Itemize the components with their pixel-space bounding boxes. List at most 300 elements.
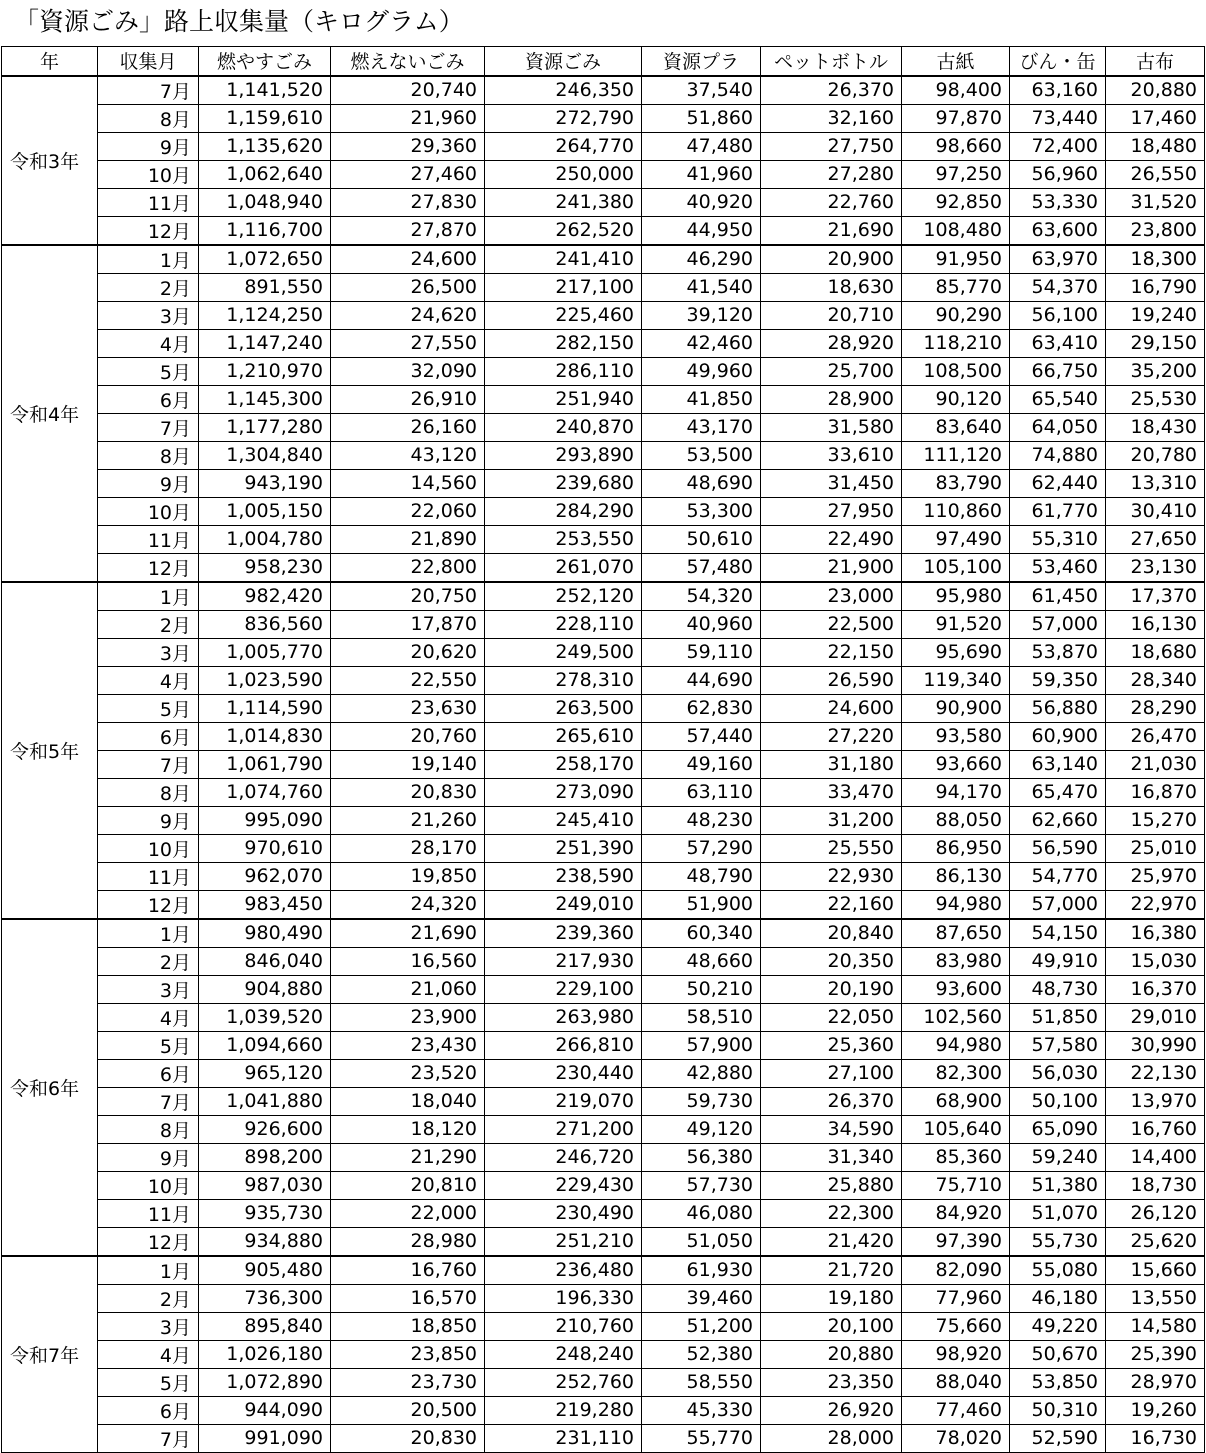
value-cell: 62,660 (1010, 806, 1106, 834)
value-cell: 1,210,970 (199, 357, 331, 385)
table-row (2, 1256, 1205, 1285)
value-cell: 23,850 (331, 1340, 485, 1368)
table-row (2, 441, 1205, 469)
month-cell: 9月 (98, 132, 199, 160)
table-row (2, 216, 1205, 245)
month-cell: 3月 (98, 301, 199, 329)
value-cell: 63,410 (1010, 329, 1106, 357)
value-cell: 31,340 (761, 1143, 902, 1171)
month-cell: 3月 (98, 975, 199, 1003)
value-cell: 284,290 (485, 497, 642, 525)
value-cell: 53,870 (1010, 638, 1106, 666)
value-cell: 62,440 (1010, 469, 1106, 497)
value-cell: 26,550 (1106, 160, 1205, 188)
value-cell: 51,070 (1010, 1199, 1106, 1227)
value-cell: 54,370 (1010, 273, 1106, 301)
collection-table (1, 46, 1205, 1453)
month-cell: 12月 (98, 553, 199, 582)
value-cell: 16,790 (1106, 273, 1205, 301)
table-row (2, 1199, 1205, 1227)
value-cell: 27,100 (761, 1059, 902, 1087)
year-cell: 令和6年 (2, 919, 98, 1256)
value-cell: 265,610 (485, 722, 642, 750)
value-cell: 23,630 (331, 694, 485, 722)
value-cell: 56,030 (1010, 1059, 1106, 1087)
value-cell: 904,880 (199, 975, 331, 1003)
value-cell: 13,310 (1106, 469, 1205, 497)
value-cell: 20,350 (761, 947, 902, 975)
value-cell: 19,260 (1106, 1396, 1205, 1424)
value-cell: 22,500 (761, 610, 902, 638)
value-cell: 20,620 (331, 638, 485, 666)
value-cell: 19,240 (1106, 301, 1205, 329)
value-cell: 217,930 (485, 947, 642, 975)
value-cell: 45,330 (642, 1396, 761, 1424)
value-cell: 64,050 (1010, 413, 1106, 441)
value-cell: 18,730 (1106, 1171, 1205, 1199)
value-cell: 51,050 (642, 1227, 761, 1256)
value-cell: 94,980 (902, 890, 1010, 919)
value-cell: 241,410 (485, 245, 642, 274)
value-cell: 965,120 (199, 1059, 331, 1087)
value-cell: 23,130 (1106, 553, 1205, 582)
value-cell: 23,430 (331, 1031, 485, 1059)
value-cell: 62,830 (642, 694, 761, 722)
value-cell: 25,530 (1106, 385, 1205, 413)
month-cell: 5月 (98, 1368, 199, 1396)
value-cell: 20,840 (761, 919, 902, 948)
value-cell: 251,940 (485, 385, 642, 413)
value-cell: 56,960 (1010, 160, 1106, 188)
value-cell: 40,960 (642, 610, 761, 638)
value-cell: 18,850 (331, 1312, 485, 1340)
value-cell: 25,700 (761, 357, 902, 385)
value-cell: 33,610 (761, 441, 902, 469)
value-cell: 286,110 (485, 357, 642, 385)
value-cell: 21,890 (331, 525, 485, 553)
value-cell: 97,490 (902, 525, 1010, 553)
value-cell: 1,141,520 (199, 76, 331, 105)
value-cell: 26,590 (761, 666, 902, 694)
value-cell: 252,120 (485, 582, 642, 611)
value-cell: 31,200 (761, 806, 902, 834)
value-cell: 26,160 (331, 413, 485, 441)
value-cell: 88,040 (902, 1368, 1010, 1396)
value-cell: 98,660 (902, 132, 1010, 160)
value-cell: 74,880 (1010, 441, 1106, 469)
value-cell: 37,540 (642, 76, 761, 105)
value-cell: 28,920 (761, 329, 902, 357)
value-cell: 55,730 (1010, 1227, 1106, 1256)
value-cell: 32,160 (761, 104, 902, 132)
value-cell: 55,080 (1010, 1256, 1106, 1285)
value-cell: 264,770 (485, 132, 642, 160)
table-row (2, 694, 1205, 722)
value-cell: 44,690 (642, 666, 761, 694)
value-cell: 52,590 (1010, 1424, 1106, 1452)
table-row (2, 357, 1205, 385)
value-cell: 1,116,700 (199, 216, 331, 245)
value-cell: 47,480 (642, 132, 761, 160)
value-cell: 228,110 (485, 610, 642, 638)
value-cell: 28,170 (331, 834, 485, 862)
table-row (2, 385, 1205, 413)
value-cell: 54,770 (1010, 862, 1106, 890)
value-cell: 1,041,880 (199, 1087, 331, 1115)
header-cell-year: 年 (2, 47, 98, 76)
table-row (2, 834, 1205, 862)
value-cell: 49,220 (1010, 1312, 1106, 1340)
value-cell: 41,850 (642, 385, 761, 413)
value-cell: 21,690 (761, 216, 902, 245)
value-cell: 25,620 (1106, 1227, 1205, 1256)
value-cell: 52,380 (642, 1340, 761, 1368)
value-cell: 236,480 (485, 1256, 642, 1285)
value-cell: 97,870 (902, 104, 1010, 132)
value-cell: 41,960 (642, 160, 761, 188)
value-cell: 61,450 (1010, 582, 1106, 611)
table-row (2, 1115, 1205, 1143)
month-cell: 2月 (98, 273, 199, 301)
value-cell: 26,470 (1106, 722, 1205, 750)
table-row (2, 1340, 1205, 1368)
value-cell: 51,860 (642, 104, 761, 132)
table-body (2, 76, 1205, 1453)
value-cell: 25,390 (1106, 1340, 1205, 1368)
value-cell: 57,900 (642, 1031, 761, 1059)
month-cell: 7月 (98, 750, 199, 778)
value-cell: 21,260 (331, 806, 485, 834)
value-cell: 22,160 (761, 890, 902, 919)
value-cell: 28,980 (331, 1227, 485, 1256)
value-cell: 83,790 (902, 469, 1010, 497)
page-title: 「資源ごみ」路上収集量（キログラム） (14, 7, 464, 36)
value-cell: 962,070 (199, 862, 331, 890)
value-cell: 272,790 (485, 104, 642, 132)
value-cell: 46,180 (1010, 1284, 1106, 1312)
value-cell: 282,150 (485, 329, 642, 357)
value-cell: 40,920 (642, 188, 761, 216)
value-cell: 273,090 (485, 778, 642, 806)
value-cell: 56,380 (642, 1143, 761, 1171)
value-cell: 263,980 (485, 1003, 642, 1031)
value-cell: 16,560 (331, 947, 485, 975)
month-cell: 5月 (98, 1031, 199, 1059)
value-cell: 20,100 (761, 1312, 902, 1340)
value-cell: 245,410 (485, 806, 642, 834)
value-cell: 86,130 (902, 862, 1010, 890)
value-cell: 18,300 (1106, 245, 1205, 274)
year-cell: 令和5年 (2, 582, 98, 919)
value-cell: 29,150 (1106, 329, 1205, 357)
value-cell: 27,550 (331, 329, 485, 357)
value-cell: 108,500 (902, 357, 1010, 385)
value-cell: 14,560 (331, 469, 485, 497)
value-cell: 17,460 (1106, 104, 1205, 132)
value-cell: 17,370 (1106, 582, 1205, 611)
table-row (2, 245, 1205, 274)
value-cell: 44,950 (642, 216, 761, 245)
value-cell: 23,520 (331, 1059, 485, 1087)
header-cell-paper: 古紙 (902, 47, 1010, 76)
table-row (2, 582, 1205, 611)
month-cell: 11月 (98, 188, 199, 216)
table-row (2, 273, 1205, 301)
value-cell: 33,470 (761, 778, 902, 806)
month-cell: 10月 (98, 497, 199, 525)
value-cell: 219,070 (485, 1087, 642, 1115)
value-cell: 25,970 (1106, 862, 1205, 890)
month-cell: 3月 (98, 1312, 199, 1340)
year-cell: 令和3年 (2, 76, 98, 245)
value-cell: 1,004,780 (199, 525, 331, 553)
value-cell: 20,740 (331, 76, 485, 105)
value-cell: 56,880 (1010, 694, 1106, 722)
value-cell: 20,710 (761, 301, 902, 329)
value-cell: 27,280 (761, 160, 902, 188)
month-cell: 2月 (98, 947, 199, 975)
month-cell: 1月 (98, 245, 199, 274)
value-cell: 53,330 (1010, 188, 1106, 216)
value-cell: 31,450 (761, 469, 902, 497)
month-cell: 2月 (98, 1284, 199, 1312)
value-cell: 97,250 (902, 160, 1010, 188)
table-row (2, 469, 1205, 497)
month-cell: 4月 (98, 1003, 199, 1031)
table-row (2, 188, 1205, 216)
value-cell: 102,560 (902, 1003, 1010, 1031)
table-row (2, 301, 1205, 329)
value-cell: 1,177,280 (199, 413, 331, 441)
table-row (2, 666, 1205, 694)
value-cell: 83,980 (902, 947, 1010, 975)
value-cell: 22,060 (331, 497, 485, 525)
value-cell: 85,770 (902, 273, 1010, 301)
value-cell: 1,048,940 (199, 188, 331, 216)
value-cell: 19,180 (761, 1284, 902, 1312)
value-cell: 58,510 (642, 1003, 761, 1031)
month-cell: 9月 (98, 806, 199, 834)
table-row (2, 610, 1205, 638)
month-cell: 11月 (98, 1199, 199, 1227)
value-cell: 17,870 (331, 610, 485, 638)
value-cell: 29,010 (1106, 1003, 1205, 1031)
value-cell: 25,010 (1106, 834, 1205, 862)
value-cell: 1,159,610 (199, 104, 331, 132)
value-cell: 26,920 (761, 1396, 902, 1424)
value-cell: 22,930 (761, 862, 902, 890)
value-cell: 57,000 (1010, 610, 1106, 638)
table-row (2, 1227, 1205, 1256)
value-cell: 13,550 (1106, 1284, 1205, 1312)
month-cell: 4月 (98, 1340, 199, 1368)
value-cell: 22,050 (761, 1003, 902, 1031)
value-cell: 895,840 (199, 1312, 331, 1340)
value-cell: 31,520 (1106, 188, 1205, 216)
month-cell: 9月 (98, 469, 199, 497)
value-cell: 24,600 (331, 245, 485, 274)
value-cell: 253,550 (485, 525, 642, 553)
value-cell: 51,900 (642, 890, 761, 919)
value-cell: 16,370 (1106, 975, 1205, 1003)
value-cell: 20,900 (761, 245, 902, 274)
value-cell: 19,850 (331, 862, 485, 890)
value-cell: 13,970 (1106, 1087, 1205, 1115)
month-cell: 4月 (98, 666, 199, 694)
table-row (2, 104, 1205, 132)
value-cell: 891,550 (199, 273, 331, 301)
value-cell: 65,090 (1010, 1115, 1106, 1143)
value-cell: 18,630 (761, 273, 902, 301)
value-cell: 51,200 (642, 1312, 761, 1340)
table-row (2, 497, 1205, 525)
value-cell: 48,660 (642, 947, 761, 975)
table-row (2, 638, 1205, 666)
value-cell: 1,005,150 (199, 497, 331, 525)
value-cell: 60,340 (642, 919, 761, 948)
table-row (2, 132, 1205, 160)
value-cell: 983,450 (199, 890, 331, 919)
table-row (2, 975, 1205, 1003)
value-cell: 15,030 (1106, 947, 1205, 975)
value-cell: 934,880 (199, 1227, 331, 1256)
value-cell: 91,950 (902, 245, 1010, 274)
value-cell: 87,650 (902, 919, 1010, 948)
value-cell: 119,340 (902, 666, 1010, 694)
value-cell: 19,140 (331, 750, 485, 778)
value-cell: 82,090 (902, 1256, 1010, 1285)
value-cell: 1,023,590 (199, 666, 331, 694)
value-cell: 29,360 (331, 132, 485, 160)
value-cell: 63,600 (1010, 216, 1106, 245)
value-cell: 241,380 (485, 188, 642, 216)
value-cell: 110,860 (902, 497, 1010, 525)
value-cell: 231,110 (485, 1424, 642, 1452)
table-row (2, 1171, 1205, 1199)
value-cell: 251,390 (485, 834, 642, 862)
value-cell: 230,490 (485, 1199, 642, 1227)
value-cell: 111,120 (902, 441, 1010, 469)
value-cell: 83,640 (902, 413, 1010, 441)
value-cell: 22,130 (1106, 1059, 1205, 1087)
value-cell: 16,570 (331, 1284, 485, 1312)
value-cell: 238,590 (485, 862, 642, 890)
value-cell: 57,440 (642, 722, 761, 750)
month-cell: 10月 (98, 1171, 199, 1199)
value-cell: 65,470 (1010, 778, 1106, 806)
month-cell: 10月 (98, 834, 199, 862)
value-cell: 92,850 (902, 188, 1010, 216)
table-row (2, 1368, 1205, 1396)
value-cell: 293,890 (485, 441, 642, 469)
value-cell: 50,310 (1010, 1396, 1106, 1424)
value-cell: 26,910 (331, 385, 485, 413)
value-cell: 229,100 (485, 975, 642, 1003)
value-cell: 246,350 (485, 76, 642, 105)
value-cell: 63,140 (1010, 750, 1106, 778)
value-cell: 65,540 (1010, 385, 1106, 413)
value-cell: 46,080 (642, 1199, 761, 1227)
value-cell: 249,010 (485, 890, 642, 919)
value-cell: 49,960 (642, 357, 761, 385)
value-cell: 21,030 (1106, 750, 1205, 778)
value-cell: 50,210 (642, 975, 761, 1003)
month-cell: 5月 (98, 357, 199, 385)
value-cell: 22,300 (761, 1199, 902, 1227)
value-cell: 20,190 (761, 975, 902, 1003)
value-cell: 225,460 (485, 301, 642, 329)
value-cell: 50,100 (1010, 1087, 1106, 1115)
month-cell: 6月 (98, 1059, 199, 1087)
value-cell: 54,320 (642, 582, 761, 611)
value-cell: 48,230 (642, 806, 761, 834)
value-cell: 1,114,590 (199, 694, 331, 722)
value-cell: 53,500 (642, 441, 761, 469)
value-cell: 57,480 (642, 553, 761, 582)
table-row (2, 1312, 1205, 1340)
value-cell: 20,830 (331, 778, 485, 806)
value-cell: 982,420 (199, 582, 331, 611)
table-row (2, 1424, 1205, 1452)
value-cell: 30,410 (1106, 497, 1205, 525)
value-cell: 16,130 (1106, 610, 1205, 638)
value-cell: 61,770 (1010, 497, 1106, 525)
value-cell: 48,730 (1010, 975, 1106, 1003)
value-cell: 93,580 (902, 722, 1010, 750)
value-cell: 1,072,890 (199, 1368, 331, 1396)
value-cell: 61,930 (642, 1256, 761, 1285)
value-cell: 21,290 (331, 1143, 485, 1171)
value-cell: 55,310 (1010, 525, 1106, 553)
value-cell: 846,040 (199, 947, 331, 975)
value-cell: 16,760 (331, 1256, 485, 1285)
value-cell: 27,220 (761, 722, 902, 750)
value-cell: 1,074,760 (199, 778, 331, 806)
value-cell: 54,150 (1010, 919, 1106, 948)
value-cell: 27,460 (331, 160, 485, 188)
value-cell: 926,600 (199, 1115, 331, 1143)
value-cell: 991,090 (199, 1424, 331, 1452)
value-cell: 59,110 (642, 638, 761, 666)
value-cell: 68,900 (902, 1087, 1010, 1115)
value-cell: 27,750 (761, 132, 902, 160)
value-cell: 27,650 (1106, 525, 1205, 553)
header-cell-non-burnable: 燃えないごみ (331, 47, 485, 76)
value-cell: 94,170 (902, 778, 1010, 806)
value-cell: 836,560 (199, 610, 331, 638)
table-row (2, 806, 1205, 834)
value-cell: 943,190 (199, 469, 331, 497)
value-cell: 48,790 (642, 862, 761, 890)
value-cell: 94,980 (902, 1031, 1010, 1059)
table-row (2, 1003, 1205, 1031)
value-cell: 24,320 (331, 890, 485, 919)
value-cell: 78,020 (902, 1424, 1010, 1452)
value-cell: 73,440 (1010, 104, 1106, 132)
header-cell-bottles-cans: びん・缶 (1010, 47, 1106, 76)
table-row (2, 1031, 1205, 1059)
value-cell: 50,670 (1010, 1340, 1106, 1368)
value-cell: 239,360 (485, 919, 642, 948)
month-cell: 1月 (98, 919, 199, 948)
month-cell: 11月 (98, 525, 199, 553)
value-cell: 53,460 (1010, 553, 1106, 582)
value-cell: 43,120 (331, 441, 485, 469)
value-cell: 995,090 (199, 806, 331, 834)
value-cell: 22,800 (331, 553, 485, 582)
value-cell: 21,720 (761, 1256, 902, 1285)
table-row (2, 1087, 1205, 1115)
